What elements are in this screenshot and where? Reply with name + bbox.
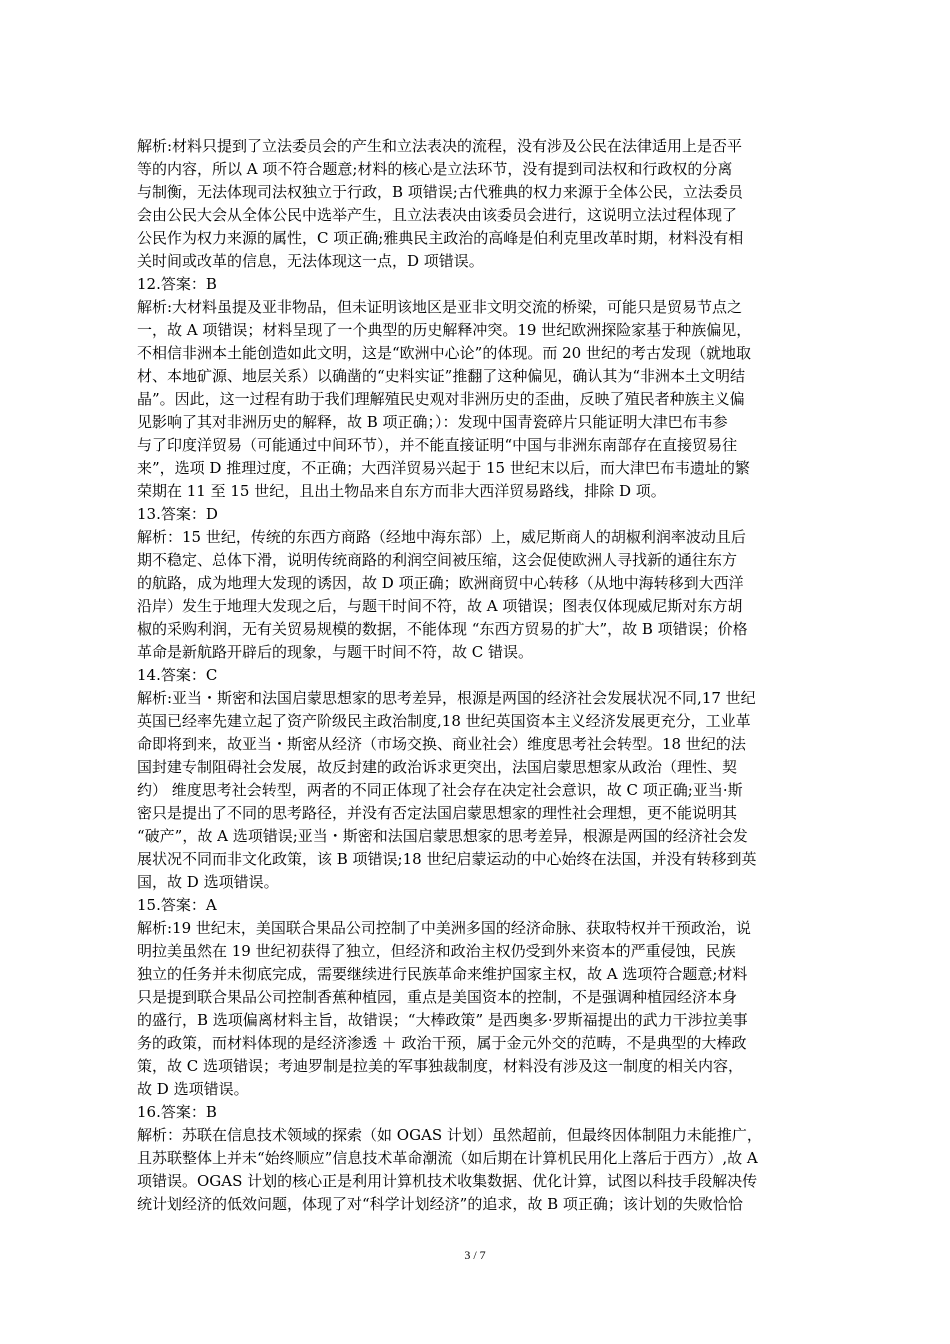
- answer-line: 16.答案：B: [137, 1103, 217, 1121]
- text-line: 的航路，成为地理大发现的诱因，故 D 项正确；欧洲商贸中心转移（从地中海转移到大西洋: [137, 574, 744, 592]
- text-line: 与了印度洋贸易（可能通过中间环节），并不能直接证明“中国与非洲东南部存在直接贸易往: [137, 436, 738, 454]
- text-line: 见影响了其对非洲历史的解释，故 B 项正确；）：发现中国青瓷碎片只能证明大津巴布韦参: [137, 413, 728, 431]
- text-line: 展状况不同而非文化政策，该 B 项错误;18 世纪启蒙运动的中心始终在法国，并没有转移到英: [137, 850, 757, 868]
- text-line: 解析：苏联在信息技术领域的探索（如 OGAS 计划）虽然超前，但最终因体制阻力未能推广，: [137, 1126, 762, 1144]
- text-line: 荣期在 11 至 15 世纪，且出土物品来自东方而非大西洋贸易路线，排除 D 项。: [137, 482, 666, 500]
- text-line: 与制衡，无法体现司法权独立于行政，B 项错误;古代雅典的权力来源于全体公民，立法委员: [137, 183, 743, 201]
- text-line: 明拉美虽然在 19 世纪初获得了独立，但经济和政治主权仍受到外来资本的严重侵蚀，民族: [137, 942, 736, 960]
- text-line: 解析:大材料虽提及亚非物品，但未证明该地区是亚非文明交流的桥梁，可能只是贸易节点之: [137, 298, 743, 316]
- text-line: 解析：15 世纪，传统的东西方商路（经地中海东部）上，威尼斯商人的胡椒利润率波动且后: [137, 528, 746, 546]
- text-line: “破产”，故 A 选项错误;亚当・斯密和法国启蒙思想家的思考差异，根源是两国的经济社会发: [137, 827, 748, 845]
- text-line: 解析:材料只提到了立法委员会的产生和立法表决的流程，没有涉及公民在法律适用上是否平: [137, 137, 743, 155]
- text-line: 务的政策，而材料体现的是经济渗透 ＋ 政治干预，属于金元外交的范畴，不是典型的大棒政: [137, 1034, 747, 1052]
- text-line: 只是提到联合果品公司控制香蕉种植园，重点是美国资本的控制，不是强调种植园经济本身: [137, 988, 738, 1006]
- text-line: 椒的采购利润，无有关贸易规模的数据，不能体现 “东西方贸易的扩大”，故 B 项错误；价格: [137, 620, 748, 638]
- text-line: 一，故 A 项错误；材料呈现了一个典型的历史解释冲突。19 世纪欧洲探险家基于种族偏见，: [137, 321, 752, 339]
- text-line: 策，故 C 选项错误；考迪罗制是拉美的军事独裁制度，材料没有涉及这一制度的相关内容，: [137, 1057, 744, 1075]
- text-line: 公民作为权力来源的属性，C 项正确;雅典民主政治的高峰是伯利克里改革时期，材料没有相: [137, 229, 744, 247]
- text-line: 项错误。OGAS 计划的核心正是利用计算机技术收集数据、优化计算，试图以科技手段解决传: [137, 1172, 758, 1190]
- text-line: 且苏联整体上并未“始终顺应”信息技术革命潮流（如后期在计算机民用化上落后于西方）,故 A: [137, 1149, 758, 1167]
- text-line: 命即将到来，故亚当・斯密从经济（市场交换、商业社会）维度思考社会转型。18 世纪的法: [137, 735, 746, 753]
- text-line: 晶”。因此，这一过程有助于我们理解殖民史观对非洲历史的歪曲，反映了殖民者种族主义偏: [137, 390, 745, 408]
- text-line: 故 D 选项错误。: [137, 1080, 249, 1098]
- text-line: 沿岸）发生于地理大发现之后，与题干时间不符，故 A 项错误；图表仅体现威尼斯对东方胡: [137, 597, 743, 615]
- text-line: 密只是提出了不同的思考路径，并没有否定法国启蒙思想家的理性社会理想，更不能说明其: [137, 804, 738, 822]
- text-line: 期不稳定、总体下滑，说明传统商路的利润空间被压缩，这会促使欧洲人寻找新的通往东方: [137, 551, 738, 569]
- text-line: 英国已经率先建立起了资产阶级民主政治制度,18 世纪英国资本主义经济发展更充分，工业革: [137, 712, 751, 730]
- text-line: 等的内容，所以 A 项不符合题意;材料的核心是立法环节，没有提到司法权和行政权的分离: [137, 160, 733, 178]
- text-line: 约） 维度思考社会转型，两者的不同正体现了社会存在决定社会意识，故 C 项正确;亚当·斯: [137, 781, 743, 799]
- text-line: 不相信非洲本土能创造如此文明，这是“欧洲中心论”的体现。而 20 世纪的考古发现（就地取: [137, 344, 751, 362]
- answer-line: 15.答案：A: [137, 896, 217, 914]
- answer-line: 14.答案：C: [137, 666, 218, 684]
- text-line: 材、本地矿源、地层关系）以确凿的“史料实证”推翻了这种偏见，确认其为“非洲本土文明结: [137, 367, 746, 385]
- answer-line: 12.答案：B: [137, 275, 217, 293]
- text-line: 统计划经济的低效问题，体现了对“科学计划经济”的追求，故 B 项正确；该计划的失败恰恰: [137, 1195, 743, 1213]
- text-line: 来”，选项 D 推理过度，不正确；大西洋贸易兴起于 15 世纪末以后，而大津巴布韦遗址的繁: [137, 459, 750, 477]
- text-line: 解析:亚当・斯密和法国启蒙思想家的思考差异，根源是两国的经济社会发展状况不同,17 世纪: [137, 689, 756, 707]
- text-line: 的盛行，B 选项偏离材料主旨，故错误；“大棒政策” 是西奥多·罗斯福提出的武力干涉拉美事: [137, 1011, 748, 1029]
- page-number: 3 / 7: [464, 1248, 486, 1262]
- text-line: 革命是新航路开辟后的现象，与题干时间不符，故 C 错误。: [137, 643, 534, 661]
- text-line: 解析:19 世纪末，美国联合果品公司控制了中美洲多国的经济命脉、获取特权并干预政治，说: [137, 919, 751, 937]
- text-line: 国封建专制阻碍社会发展，故反封建的政治诉求更突出，法国启蒙思想家从政治（理性、契: [137, 758, 738, 776]
- text-line: 关时间或改革的信息，无法体现这一点，D 项错误。: [137, 252, 484, 270]
- text-line: 国，故 D 选项错误。: [137, 873, 279, 891]
- text-line: 独立的任务并未彻底完成，需要继续进行民族革命来维护国家主权，故 A 选项符合题意;材料: [137, 965, 748, 983]
- answer-line: 13.答案：D: [137, 505, 218, 523]
- text-line: 会由公民大会从全体公民中选举产生，且立法表决由该委员会进行，这说明立法过程体现了: [137, 206, 738, 224]
